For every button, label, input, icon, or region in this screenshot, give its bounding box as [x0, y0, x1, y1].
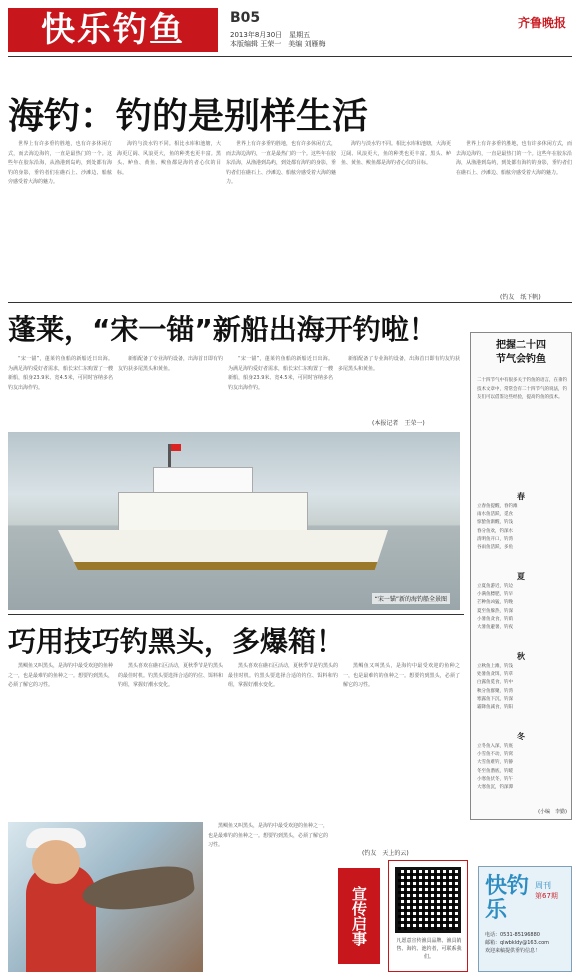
summer-terms — [477, 583, 567, 632]
article3-headline: 巧用技巧钓黑头，多爆箱！ — [8, 625, 345, 658]
flag-icon — [171, 444, 181, 451]
article3-column-5 — [343, 662, 460, 844]
article2-paragraph: 新船配备了专业海钓设备，出海首日即有钓友钓获多尾黑头和黄鱼。 — [338, 356, 460, 372]
boat-bridge — [153, 467, 253, 493]
article3-paragraph: 黑鲷鱼又叫黑头，是海钓中最受欢迎的鱼种之一，也是最难钓的鱼种之一。想要钓到黑头，必须了解它的习性。 — [8, 663, 113, 688]
season-autumn-label: 秋 — [517, 652, 525, 661]
term-item: 春分鱼欢，钓深水 — [477, 528, 513, 534]
season-spring-label: 春 — [517, 492, 525, 501]
section-title: 快乐钓鱼 — [8, 8, 218, 52]
weekly-brand-line2: 乐 — [485, 898, 508, 923]
article3-byline: (钓友 天上的云) — [362, 850, 409, 857]
term-item: 小雪鱼不动，钓窝 — [477, 752, 513, 758]
boat-cabin — [118, 492, 308, 532]
term-item: 霜降鱼减食，钓阳 — [477, 705, 513, 711]
autumn-terms — [477, 663, 567, 712]
article2-byline: (本报记者 王荣一) — [372, 420, 425, 427]
term-item: 清明鱼开口，钓湾 — [477, 536, 513, 542]
term-item: 立冬鱼入深，钓底 — [477, 744, 513, 749]
masthead-rule — [8, 56, 572, 57]
article1-paragraph: 世界上有许多垂钓胜地，也有许多休闲方式，而去海边海钓，一直是最热门的一个。这些年在胶东沿海，从渔港到岛屿，到处都有海钓的身影，垂钓者们在礁石上、沙滩边、船舷旁感受着大海的魅力。 — [226, 141, 336, 185]
ad-title: 宣传启事 — [338, 868, 380, 964]
masthead — [8, 8, 572, 52]
sidebar-intro: 二十四节气中有很多关于钓鱼的语言，在垂钓技术文章中，常常会有二十四节气的说法，钓友们可以借鉴这些经验，提高钓鱼的技术。 — [477, 378, 567, 400]
term-item: 小满鱼膘肥，钓早 — [477, 592, 513, 598]
page-number: B05 — [230, 10, 261, 26]
ad-text: 凡愿意宣传渔具品牌、渔具销售、海钓、池钓者，可联系我们。 — [396, 938, 462, 960]
solar-terms-sidebar — [470, 332, 572, 820]
term-item: 小暑鱼贪食，钓荫 — [477, 616, 513, 622]
angler-photo — [8, 822, 203, 972]
term-item: 夏至鱼躲热，钓深 — [477, 608, 513, 614]
photo-caption: “宋一锚”新的海钓船全景图 — [372, 593, 450, 604]
term-item: 立夏鱼游近，钓边 — [477, 584, 513, 589]
article1-headline: 海钓：钓的是别样生活 — [8, 96, 369, 137]
weekly-tag: 周刊 — [535, 881, 551, 890]
section-rule — [8, 614, 464, 615]
boat-hull — [58, 530, 388, 570]
newspaper-logo: 齐鲁晚报 — [517, 16, 566, 30]
winter-terms — [477, 743, 567, 792]
sidebar-title — [471, 339, 571, 367]
section-rule — [8, 302, 572, 303]
sidebar-title-line2: 节气会钓鱼 — [496, 354, 546, 365]
term-item: 芒种鱼凶猛，钓晚 — [477, 600, 513, 606]
qr-code-icon[interactable] — [395, 867, 461, 933]
angler-face — [32, 840, 80, 884]
article2-paragraph: “宋一锚”，蓬莱钓鱼船的新船近日出海。为满足海钓爱好者需求，船长宋仁东购置了一艘新船，船身23.9米、宽4.5米，可同时容纳多名钓友出海作钓。 — [228, 356, 333, 391]
email-address[interactable]: 邮箱：qlwbkldy@163.com — [485, 940, 550, 946]
term-item: 谷雨鱼活跃，多鱼 — [477, 545, 513, 551]
article3-column-1 — [8, 662, 113, 820]
spring-terms — [477, 503, 567, 552]
article3-column-3 — [208, 822, 328, 970]
date-line: 2013年8月30日 星期五 — [230, 31, 311, 39]
article2-paragraph: 新船配备了专业海钓设备，出海首日即有钓友钓获多尾黑头和黄鱼。 — [118, 356, 223, 372]
term-item: 大寒鱼沉，钓深潭 — [477, 785, 513, 791]
article3-paragraph: 黑鲷鱼又叫黑头，是海钓中最受欢迎的鱼种之一，也是最难钓的鱼种之一。想要钓到黑头，必须了解它的习性。 — [343, 663, 460, 688]
term-item: 处暑鱼贪饵，钓草 — [477, 672, 513, 678]
article1-paragraph: 世界上有许多垂钓胜地，也有许多休闲方式，而去海边海钓，一直是最热门的一个。这些年在胶东沿海，从渔港到岛屿，到处都有海钓的身影，垂钓者们在礁石上、沙滩边、船舷旁感受着大海的魅力。 — [456, 141, 572, 176]
term-item: 惊蛰鱼渐醒，钓浅 — [477, 520, 513, 526]
article1-column-1 — [8, 140, 112, 298]
term-item: 立春鱼提醒，春钓滩 — [477, 504, 518, 509]
article2-column-1 — [8, 355, 113, 430]
article1-byline: (钓友 纸下帆) — [500, 294, 541, 301]
weekly-brand-line1: 快钓 — [485, 874, 530, 899]
contact-info — [485, 931, 569, 955]
article3-column-4 — [228, 662, 338, 820]
issue-number: 第67期 — [535, 892, 558, 900]
article1-paragraph: 海钓与淡水钓不同。相比水库和池塘，大海更辽阔、风浪更大，鱼的种类也更丰富。黑头、鲈鱼、黄鱼、鲅鱼都是海钓者心仪的目标。 — [117, 141, 221, 176]
season-winter-label: 冬 — [517, 732, 525, 741]
weekly-brand-box — [478, 866, 572, 972]
article1-column-2 — [117, 140, 221, 298]
term-item: 小寒鱼伏冬，钓午 — [477, 776, 513, 782]
boat-photo — [8, 432, 460, 610]
term-item: 寒露鱼下沉，钓深 — [477, 696, 513, 702]
article1-column-3 — [226, 140, 336, 298]
article2-column-2 — [118, 355, 223, 430]
editor-line: 本版编辑 王荣一 美编 刘雁梅 — [230, 40, 326, 48]
term-item: 白露鱼觅食，钓中 — [477, 680, 513, 686]
term-item: 大暑鱼避暑，钓夜 — [477, 625, 513, 631]
fish-icon — [80, 862, 196, 915]
article3-column-2 — [118, 662, 223, 820]
season-summer-label: 夏 — [517, 572, 525, 581]
article2-paragraph: “宋一锚”，蓬莱钓鱼船的新船近日出海。为满足海钓爱好者需求，船长宋仁东购置了一艘新船，船身23.9米、宽4.5米，可同时容纳多名钓友出海作钓。 — [8, 356, 113, 391]
article1-column-4 — [341, 140, 451, 298]
ad-box — [388, 860, 468, 972]
article1-paragraph: 海钓与淡水钓不同。相比水库和池塘，大海更辽阔、风浪更大，鱼的种类也更丰富。黑头、鲈鱼、黄鱼、鲅鱼都是海钓者心仪的目标。 — [341, 141, 451, 166]
term-item: 大雪鱼难钓，钓静 — [477, 760, 513, 766]
sidebar-title-line1: 把握二十四 — [496, 340, 546, 351]
article2-headline: 蓬莱，“宋一锚”新船出海开钓啦！ — [8, 313, 437, 346]
term-item: 秋分鱼群聚，钓湾 — [477, 688, 513, 694]
article3-paragraph: 黑鲷鱼又叫黑头，是海钓中最受欢迎的鱼种之一，也是最难钓的鱼种之一。想要钓到黑头，必须了解它的习性。 — [208, 823, 328, 848]
article1-paragraph: 世界上有许多垂钓胜地，也有许多休闲方式，而去海边海钓，一直是最热门的一个。这些年在胶东沿海，从渔港到岛屿，到处都有海钓的身影，垂钓者们在礁石上、沙滩边、船舷旁感受着大海的魅力。 — [8, 141, 112, 185]
term-item: 雨水鱼活跃，觅食 — [477, 512, 513, 518]
weekly-slogan: 欢迎来稿提供垂钓信息！ — [485, 948, 541, 954]
term-item: 冬至鱼潜底，钓暖 — [477, 768, 513, 774]
sidebar-author: (小编 李勤) — [538, 809, 567, 815]
term-item: 立秋鱼上滩，钓浅 — [477, 664, 513, 669]
article3-paragraph: 黑头喜欢在礁石区活动，夏秋季节是钓黑头的最佳时机。钓黑头要选择合适的钓位、饵料和钓组，掌握好潮水变化。 — [228, 663, 338, 688]
article3-paragraph: 黑头喜欢在礁石区活动，夏秋季节是钓黑头的最佳时机。钓黑头要选择合适的钓位、饵料和钓组，掌握好潮水变化。 — [118, 663, 223, 688]
article2-column-3 — [228, 355, 333, 430]
phone-number: 电话：0531-85196880 — [485, 932, 540, 938]
article1-column-5 — [456, 140, 572, 298]
